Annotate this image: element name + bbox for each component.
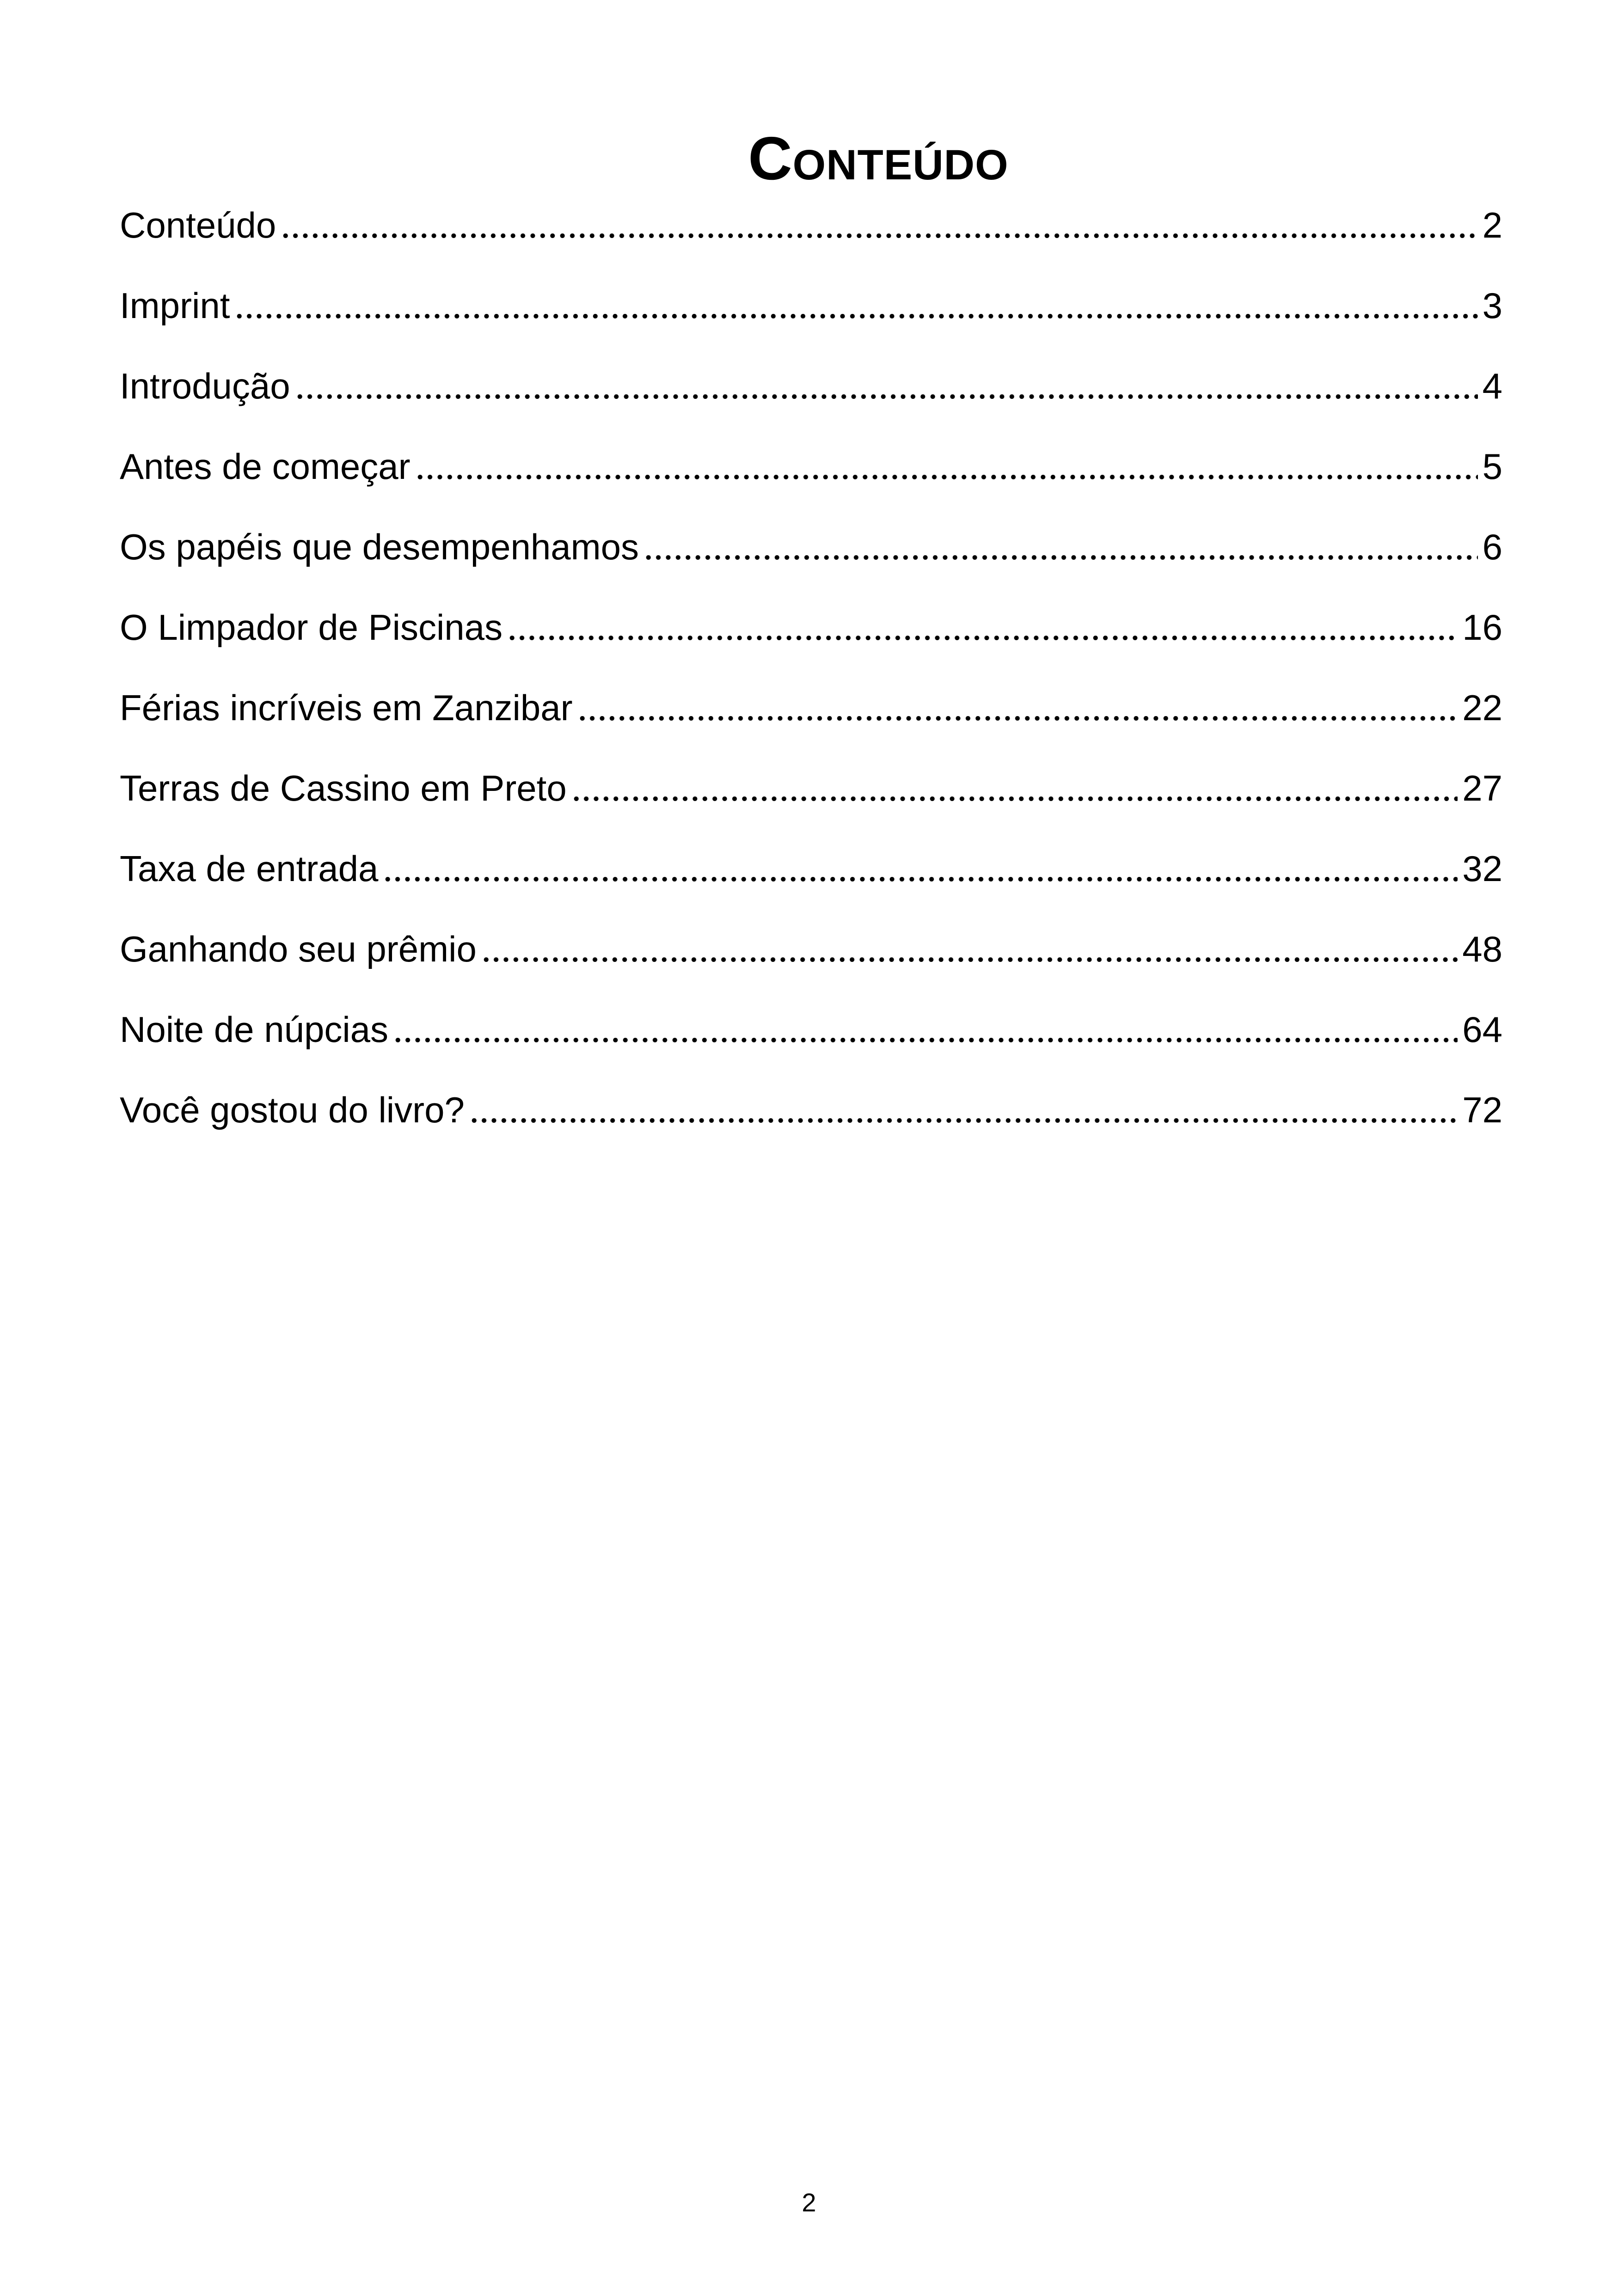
- toc-entry-label: Os papéis que desempenhamos: [120, 524, 641, 570]
- toc-entry[interactable]: [120, 989, 1502, 1070]
- toc-entry-label: Conteúdo: [120, 202, 278, 248]
- toc-dot-leader: [507, 604, 1458, 650]
- toc-entry-label: O Limpador de Piscinas: [120, 604, 504, 650]
- toc-entry[interactable]: [120, 828, 1502, 909]
- toc-entry-page-number: 5: [1481, 443, 1502, 490]
- toc-entry-page-number: 22: [1460, 685, 1502, 731]
- toc-dot-leader: [234, 282, 1477, 329]
- toc-entry-label: Introdução: [120, 363, 292, 409]
- toc-entry-page-number: 3: [1481, 282, 1502, 329]
- toc-entry[interactable]: [120, 587, 1502, 667]
- footer-page-number: 2: [802, 2188, 816, 2217]
- toc-entry[interactable]: [120, 426, 1502, 507]
- toc-list: [120, 185, 1502, 1150]
- toc-entry-page-number: 32: [1460, 845, 1502, 892]
- toc-entry[interactable]: [120, 346, 1502, 426]
- toc-entry-label: Ganhando seu prêmio: [120, 926, 478, 972]
- toc-entry-page-number: 16: [1460, 604, 1502, 650]
- toc-entry-page-number: 2: [1481, 202, 1502, 248]
- toc-dot-leader: [295, 363, 1478, 409]
- toc-entry-page-number: 6: [1481, 524, 1502, 570]
- toc-entry-page-number: 4: [1481, 363, 1502, 409]
- toc-entry-page-number: 72: [1460, 1087, 1502, 1133]
- toc-entry-label: Terras de Cassino em Preto: [120, 765, 569, 811]
- toc-dot-leader: [469, 1087, 1458, 1133]
- toc-entry-label: Férias incríveis em Zanzibar: [120, 685, 575, 731]
- toc-entry-label: Noite de núpcias: [120, 1006, 390, 1053]
- toc-entry-page-number: 48: [1460, 926, 1502, 972]
- toc-dot-leader: [481, 926, 1458, 972]
- toc-entry[interactable]: [120, 265, 1502, 346]
- toc-entry[interactable]: [120, 1070, 1502, 1150]
- toc-dot-leader: [571, 765, 1458, 811]
- toc-dot-leader: [383, 845, 1458, 892]
- toc-dot-leader: [577, 685, 1458, 731]
- toc-entry[interactable]: [120, 185, 1502, 265]
- toc-entry[interactable]: [120, 507, 1502, 587]
- toc-entry-page-number: 27: [1460, 765, 1502, 811]
- toc-entry-label: Taxa de entrada: [120, 845, 380, 892]
- toc-dot-leader: [644, 524, 1478, 570]
- toc-entry-label: Antes de começar: [120, 443, 412, 490]
- toc-title: Conteúdo: [748, 124, 1009, 193]
- toc-entry[interactable]: [120, 667, 1502, 748]
- toc-entry-label: Você gostou do livro?: [120, 1087, 466, 1133]
- toc-dot-leader: [393, 1006, 1458, 1053]
- toc-entry-page-number: 64: [1460, 1006, 1502, 1053]
- toc-dot-leader: [281, 202, 1477, 248]
- toc-entry[interactable]: [120, 909, 1502, 989]
- toc-entry[interactable]: [120, 748, 1502, 828]
- toc-entry-label: Imprint: [120, 282, 232, 329]
- toc-dot-leader: [415, 443, 1478, 490]
